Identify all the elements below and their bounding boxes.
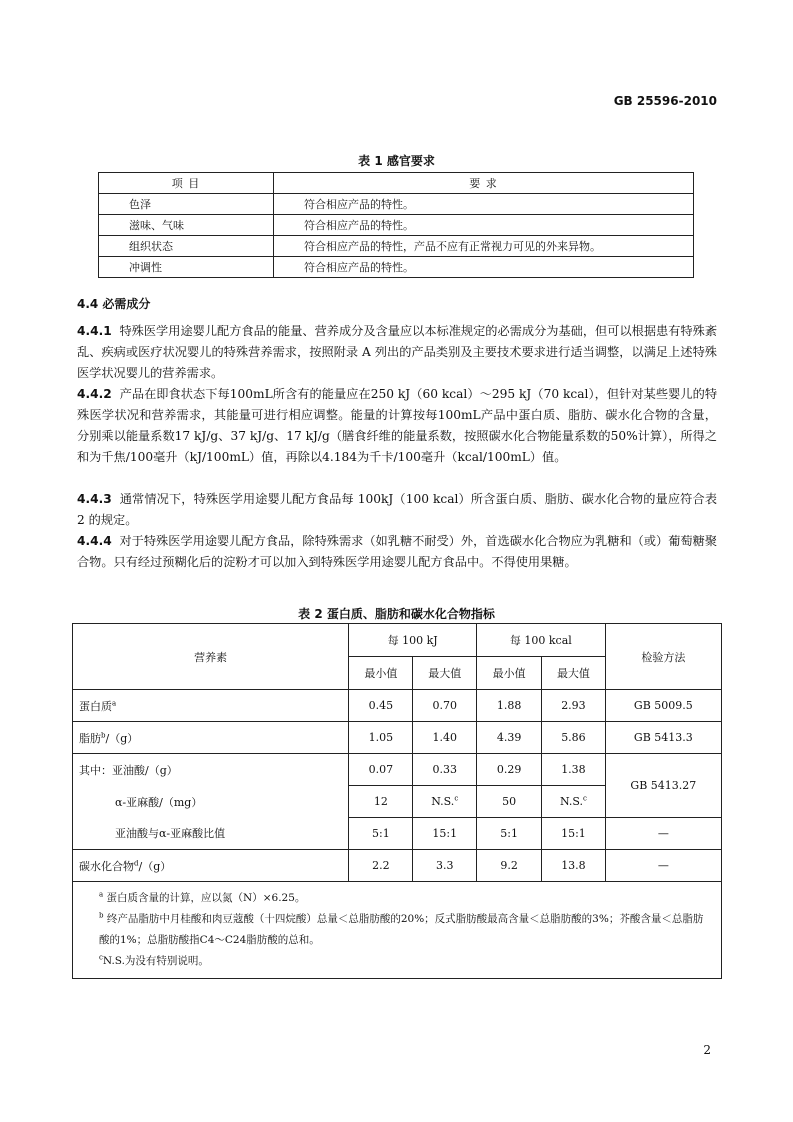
- value-cell: 1.05: [349, 722, 413, 754]
- nutrient-name: 碳水化合物$^d$/（g）: [73, 850, 349, 882]
- method-cell: GB 5009.5: [605, 690, 721, 722]
- column-header-item: 项 目: [99, 173, 274, 194]
- table-header-row: [99, 173, 694, 194]
- table-row: [99, 215, 694, 236]
- clause-number: 4.4.3: [77, 492, 112, 506]
- value-cell: 0.70: [413, 690, 477, 722]
- value-cell: 15:1: [542, 818, 606, 850]
- clause-text: 对于特殊医学用途婴儿配方食品，除特殊需求（如乳糖不耐受）外，首选碳水化合物应为乳糖和（或）葡萄糖聚合物。只有经过预糊化后的淀粉才可以加入到特殊医学用途婴儿配方食品中。不得使用果糖。: [77, 534, 718, 569]
- clause-text: 特殊医学用途婴儿配方食品的能量、营养成分及含量应以本标准规定的必需成分为基础，但可以根据患有特殊紊乱、疾病或医疗状况婴儿的特殊营养需求，按照附录 A 列出的产品类别及主要技术要求进行适当调整，以满足上述特殊医学状况婴儿的营养需求。: [77, 324, 718, 380]
- note-a: $^a$ 蛋白质含量的计算，应以氮（N）×6.25。: [99, 890, 306, 904]
- table-header-row: [73, 624, 722, 657]
- clause-text: 通常情况下，特殊医学用途婴儿配方食品每 100kJ（100 kcal）所含蛋白质、脂肪、碳水化合物的量应符合表 2 的规定。: [77, 492, 718, 527]
- table2-caption: 表 2 蛋白质、脂肪和碳水化合物指标: [298, 607, 495, 621]
- sensory-requirements-table: [98, 172, 694, 278]
- item-cell: 冲调性: [99, 257, 274, 278]
- nutrient-name: 脂肪$^b$/（g）: [73, 722, 349, 754]
- value-cell: 13.8: [542, 850, 606, 882]
- value-cell: 1.38: [542, 754, 606, 786]
- page-number: 2: [703, 1043, 711, 1057]
- table-row: [99, 257, 694, 278]
- macronutrient-table: [72, 623, 722, 979]
- clause-number: 4.4.2: [77, 387, 112, 401]
- note-c: $^c$N.S.为没有特别说明。: [99, 953, 209, 967]
- value-cell: 5:1: [349, 818, 413, 850]
- value-cell: 15:1: [413, 818, 477, 850]
- nutrient-name: α-亚麻酸/（mg）: [73, 786, 349, 818]
- column-header-method: 检验方法: [605, 624, 721, 690]
- method-cell: GB 5413.3: [605, 722, 721, 754]
- table-row: [73, 690, 722, 722]
- clause-number: 4.4.4: [77, 534, 112, 548]
- method-cell: —: [605, 850, 721, 882]
- table1-caption: 表 1 感官要求: [358, 154, 435, 168]
- requirement-cell: 符合相应产品的特性，产品不应有正常视力可见的外来异物。: [274, 236, 694, 257]
- value-cell: 0.07: [349, 754, 413, 786]
- method-cell: —: [605, 818, 721, 850]
- item-cell: 滋味、气味: [99, 215, 274, 236]
- column-header-per-kj: 每 100 kJ: [349, 624, 477, 657]
- column-header-max: 最大值: [542, 657, 606, 690]
- table-notes-row: [73, 882, 722, 979]
- standard-code: GB 25596-2010: [613, 94, 717, 108]
- table-row: [99, 236, 694, 257]
- nutrient-name: 蛋白质$^a$: [73, 690, 349, 722]
- value-cell: 1.40: [413, 722, 477, 754]
- value-cell: 0.33: [413, 754, 477, 786]
- value-cell: N.S.$^c$: [542, 786, 606, 818]
- clause-number: 4.4.1: [77, 324, 112, 338]
- value-cell: 0.29: [477, 754, 542, 786]
- paragraph-4-4-4: [77, 531, 717, 573]
- table-row: [73, 754, 722, 786]
- section-title: 4.4 必需成分: [77, 297, 151, 311]
- column-header-nutrient: 营养素: [73, 624, 349, 690]
- paragraph-4-4-3: [77, 489, 717, 531]
- nutrient-name: 其中：亚油酸/（g）: [73, 754, 349, 786]
- paragraph-4-4-2: [77, 384, 717, 468]
- requirement-cell: 符合相应产品的特性。: [274, 257, 694, 278]
- nutrient-name: 亚油酸与α-亚麻酸比值: [73, 818, 349, 850]
- value-cell: 5.86: [542, 722, 606, 754]
- value-cell: 50: [477, 786, 542, 818]
- value-cell: 2.2: [349, 850, 413, 882]
- requirement-cell: 符合相应产品的特性。: [274, 194, 694, 215]
- requirement-cell: 符合相应产品的特性。: [274, 215, 694, 236]
- column-header-requirement: 要 求: [274, 173, 694, 194]
- paragraph-4-4-1: [77, 321, 717, 384]
- clause-text: 产品在即食状态下每100mL所含有的能量应在250 kJ（60 kcal）～295 kJ（70 kcal），但针对某些婴儿的特殊医学状况和营养需求，其能量可进行相应调整。能量的计算按每100mL产品中蛋白质、脂肪、碳水化合物的含量，分别乘以能量系数17 kJ/g、37 kJ/g、17 kJ/g（膳食纤维的能量系数，按照碳水化合物能量系数的50%计算），所得之和为千焦/100毫升（kJ/100mL）值，再除以4.184为千卡/100毫升（kcal/100mL）值。: [77, 387, 718, 464]
- table-notes: [73, 882, 722, 979]
- value-cell: N.S.$^c$: [413, 786, 477, 818]
- method-cell: GB 5413.27: [605, 754, 721, 818]
- value-cell: 9.2: [477, 850, 542, 882]
- table-row: [73, 818, 722, 850]
- column-header-min: 最小值: [477, 657, 542, 690]
- value-cell: 5:1: [477, 818, 542, 850]
- table-row: [73, 850, 722, 882]
- table-row: [73, 722, 722, 754]
- column-header-min: 最小值: [349, 657, 413, 690]
- value-cell: 2.93: [542, 690, 606, 722]
- value-cell: 0.45: [349, 690, 413, 722]
- value-cell: 3.3: [413, 850, 477, 882]
- value-cell: 1.88: [477, 690, 542, 722]
- column-header-per-kcal: 每 100 kcal: [477, 624, 606, 657]
- value-cell: 12: [349, 786, 413, 818]
- note-b: $^b$ 终产品脂肪中月桂酸和肉豆蔻酸（十四烷酸）总量＜总脂肪酸的20%；反式脂肪酸最高含量＜总脂肪酸的3%；芥酸含量＜总脂肪酸的1%；总脂肪酸指C4～C24脂肪酸的总和。: [99, 911, 704, 946]
- item-cell: 组织状态: [99, 236, 274, 257]
- value-cell: 4.39: [477, 722, 542, 754]
- column-header-max: 最大值: [413, 657, 477, 690]
- item-cell: 色泽: [99, 194, 274, 215]
- table-row: [99, 194, 694, 215]
